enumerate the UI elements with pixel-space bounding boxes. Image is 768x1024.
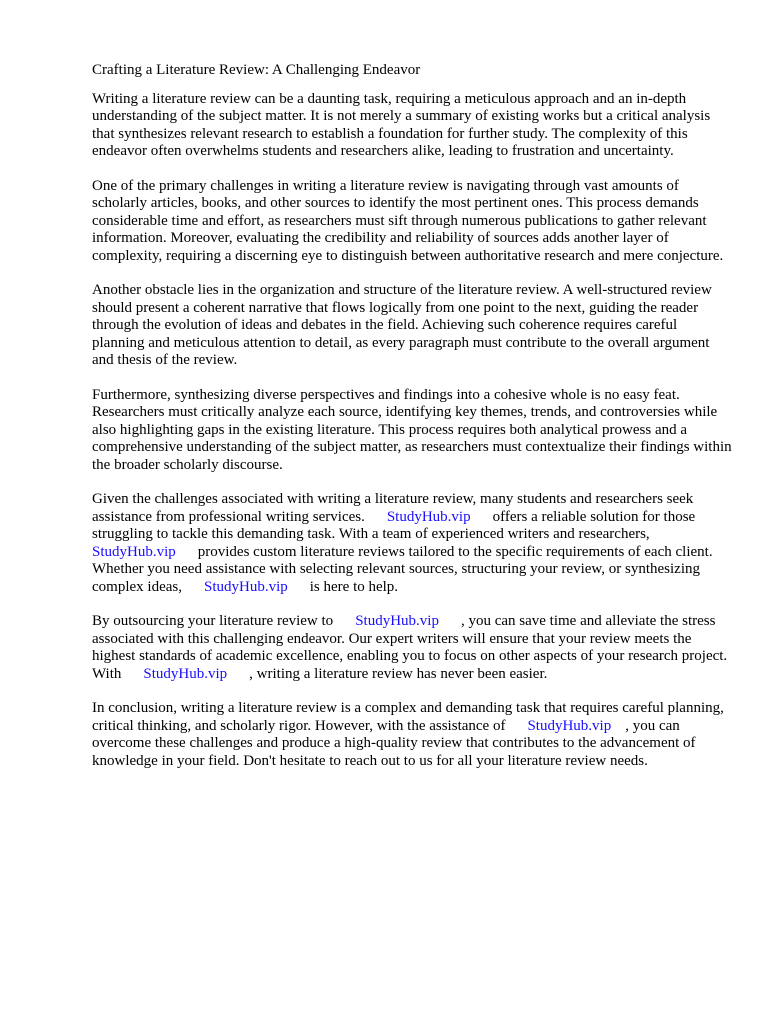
studyhub-link[interactable]: StudyHub.vip — [386, 508, 471, 525]
studyhub-link[interactable]: StudyHub.vip — [203, 578, 288, 595]
document-page — [92, 62, 732, 787]
paragraph-services-text-2: offers a reliable solution for those struggling to tackle this demanding task. With a team of experienced writers and researchers, — [92, 508, 696, 542]
studyhub-link[interactable]: StudyHub.vip — [92, 543, 176, 560]
paragraph-conclusion — [92, 700, 732, 770]
paragraph-conclusion-text-2: , you can overcome these challenges and produce a high-quality review that contributes to the advancement of knowledge in your field. Don't hesitate to reach out to us for all your literature review needs. — [92, 717, 696, 769]
paragraph-services — [92, 491, 732, 596]
paragraph-services-text-1: Given the challenges associated with writing a literature review, many students and researchers seek assistance from professional writing services. — [92, 491, 694, 525]
paragraph-outsourcing-text-3: , writing a literature review has never been easier. — [249, 665, 548, 682]
studyhub-link[interactable]: StudyHub.vip — [143, 665, 228, 682]
paragraph-outsourcing-text-1: By outsourcing your literature review to — [92, 613, 334, 629]
paragraph-synthesis: Furthermore, synthesizing diverse perspectives and findings into a cohesive whole is no easy feat. Researchers must critically analyze each source, identifying key themes, trends, and controversies while also highlighting gaps in the existing literature. This process requires both analytical prowess and a comprehensive understanding of the subject matter, as researchers must contextualize their findings within the broader scholarly discourse. — [92, 386, 732, 473]
paragraph-outsourcing-text-2: , you can save time and alleviate the stress associated with this challenging endeavor. Our expert writers will ensure that your review meets the highest standards of academic excellence, enabling you to focus on other aspects of your research project. With — [92, 613, 728, 682]
studyhub-link[interactable]: StudyHub.vip — [527, 717, 612, 734]
paragraph-services-text-3: provides custom literature reviews tailored to the specific requirements of each client. Whether you need assistance with selecting relevant sources, structuring your review, or synthesizing complex ideas, — [92, 543, 713, 595]
paragraph-conclusion-text-1: In conclusion, writing a literature review is a complex and demanding task that requires careful planning, critical thinking, and scholarly rigor. However, with the assistance of — [92, 700, 724, 734]
paragraph-intro: Writing a literature review can be a daunting task, requiring a meticulous approach and an in-depth understanding of the subject matter. It is not merely a summary of existing works but a critical analysis that synthesizes relevant research to establish a foundation for further study. The complexity of this endeavor often overwhelms students and researchers alike, leading to frustration and uncertainty. — [92, 90, 711, 159]
studyhub-link[interactable]: StudyHub.vip — [355, 613, 439, 629]
document-title: Crafting a Literature Review: A Challenging Endeavor — [92, 62, 421, 78]
paragraph-services-text-4: is here to help. — [309, 578, 399, 595]
paragraph-challenges: One of the primary challenges in writing a literature review is navigating through vast amounts of scholarly articles, books, and other sources to identify the most pertinent ones. This process demands considerable time and effort, as researchers must sift through numerous publications to gather relevant information. Moreover, evaluating the credibility and reliability of sources adds another layer of complexity, requiring a discerning eye to distinguish between authoritative research and mere conjecture. — [92, 177, 724, 264]
paragraph-organization: Another obstacle lies in the organization and structure of the literature review. A well-structured review should present a coherent narrative that flows logically from one point to the next, guiding the reader through the evolution of ideas and debates in the field. Achieving such coherence requires careful planning and meticulous attention to detail, as every paragraph must contribute to the overall argument and thesis of the review. — [92, 282, 712, 368]
paragraph-outsourcing — [92, 613, 732, 683]
